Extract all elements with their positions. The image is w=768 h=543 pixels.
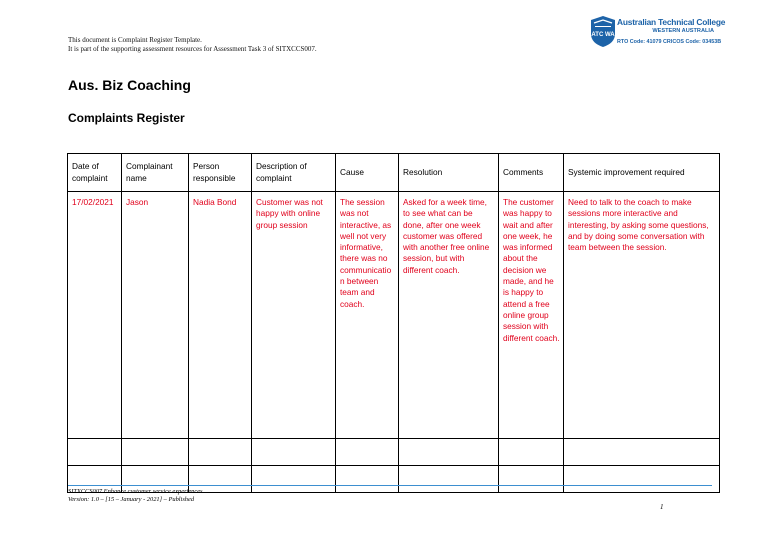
cell-improvement: Need to talk to the coach to make sessions more interactive and interesting, by asking some questions, and by doing some conversation with team between the session. [564, 192, 720, 439]
college-logo [589, 14, 726, 54]
table-header-row [68, 154, 720, 192]
footer-unit-title: SITXCCS007 Enhance customer service experiences [68, 488, 203, 495]
cell-description: Customer was not happy with online group session [252, 192, 336, 439]
crest-text: ATC WA [591, 32, 615, 38]
cell-date: 17/02/2021 [68, 192, 122, 439]
page-number: 1 [660, 503, 664, 511]
header-note-line-2: It is part of the supporting assessment resources for Assessment Task 3 of SITXCCS007. [68, 45, 317, 53]
empty-cell[interactable] [189, 439, 252, 466]
empty-cell[interactable] [499, 439, 564, 466]
complaints-register-table [67, 153, 720, 493]
column-header: Complainant name [122, 154, 189, 192]
empty-cell[interactable] [68, 439, 122, 466]
empty-cell[interactable] [564, 466, 720, 493]
empty-cell[interactable] [252, 439, 336, 466]
footer-version: Version: 1.0 – [15 – January - 2021] – Published [68, 496, 195, 503]
empty-cell[interactable] [399, 439, 499, 466]
column-header: Description of complaint [252, 154, 336, 192]
column-header: Systemic improvement required [564, 154, 720, 192]
empty-cell[interactable] [564, 439, 720, 466]
footer-divider [68, 485, 712, 486]
column-header: Comments [499, 154, 564, 192]
column-header: Resolution [399, 154, 499, 192]
college-region: WESTERN AUSTRALIA [652, 28, 714, 34]
college-crest-icon [589, 14, 617, 48]
empty-cell[interactable] [336, 466, 399, 493]
empty-cell[interactable] [499, 466, 564, 493]
empty-cell[interactable] [252, 466, 336, 493]
empty-table-row [68, 439, 720, 466]
college-name: Australian Technical College [617, 17, 726, 27]
cell-comments: The customer was happy to wait and after one week, he was informed about the decision we made, and he is happy to attend a free online group session with different coach. [499, 192, 564, 439]
empty-cell[interactable] [399, 466, 499, 493]
empty-cell[interactable] [336, 439, 399, 466]
cell-complainant: Jason [122, 192, 189, 439]
register-title: Complaints Register [68, 111, 185, 125]
organisation-name: Aus. Biz Coaching [68, 77, 191, 93]
header-note-line-1: This document is Complaint Register Template. [68, 36, 202, 44]
column-header: Cause [336, 154, 399, 192]
table-row [68, 192, 720, 439]
column-header: Person responsible [189, 154, 252, 192]
cell-cause: The session was not interactive, as well not very informative, there was no communication between team and coach. [336, 192, 399, 439]
cell-resolution: Asked for a week time, to see what can be done, after one week customer was offered with another free online session, but with different coach. [399, 192, 499, 439]
college-codes: RTO Code: 41079 CRICOS Code: 03453B [617, 39, 722, 45]
cell-responsible: Nadia Bond [189, 192, 252, 439]
empty-cell[interactable] [122, 439, 189, 466]
column-header: Date of complaint [68, 154, 122, 192]
